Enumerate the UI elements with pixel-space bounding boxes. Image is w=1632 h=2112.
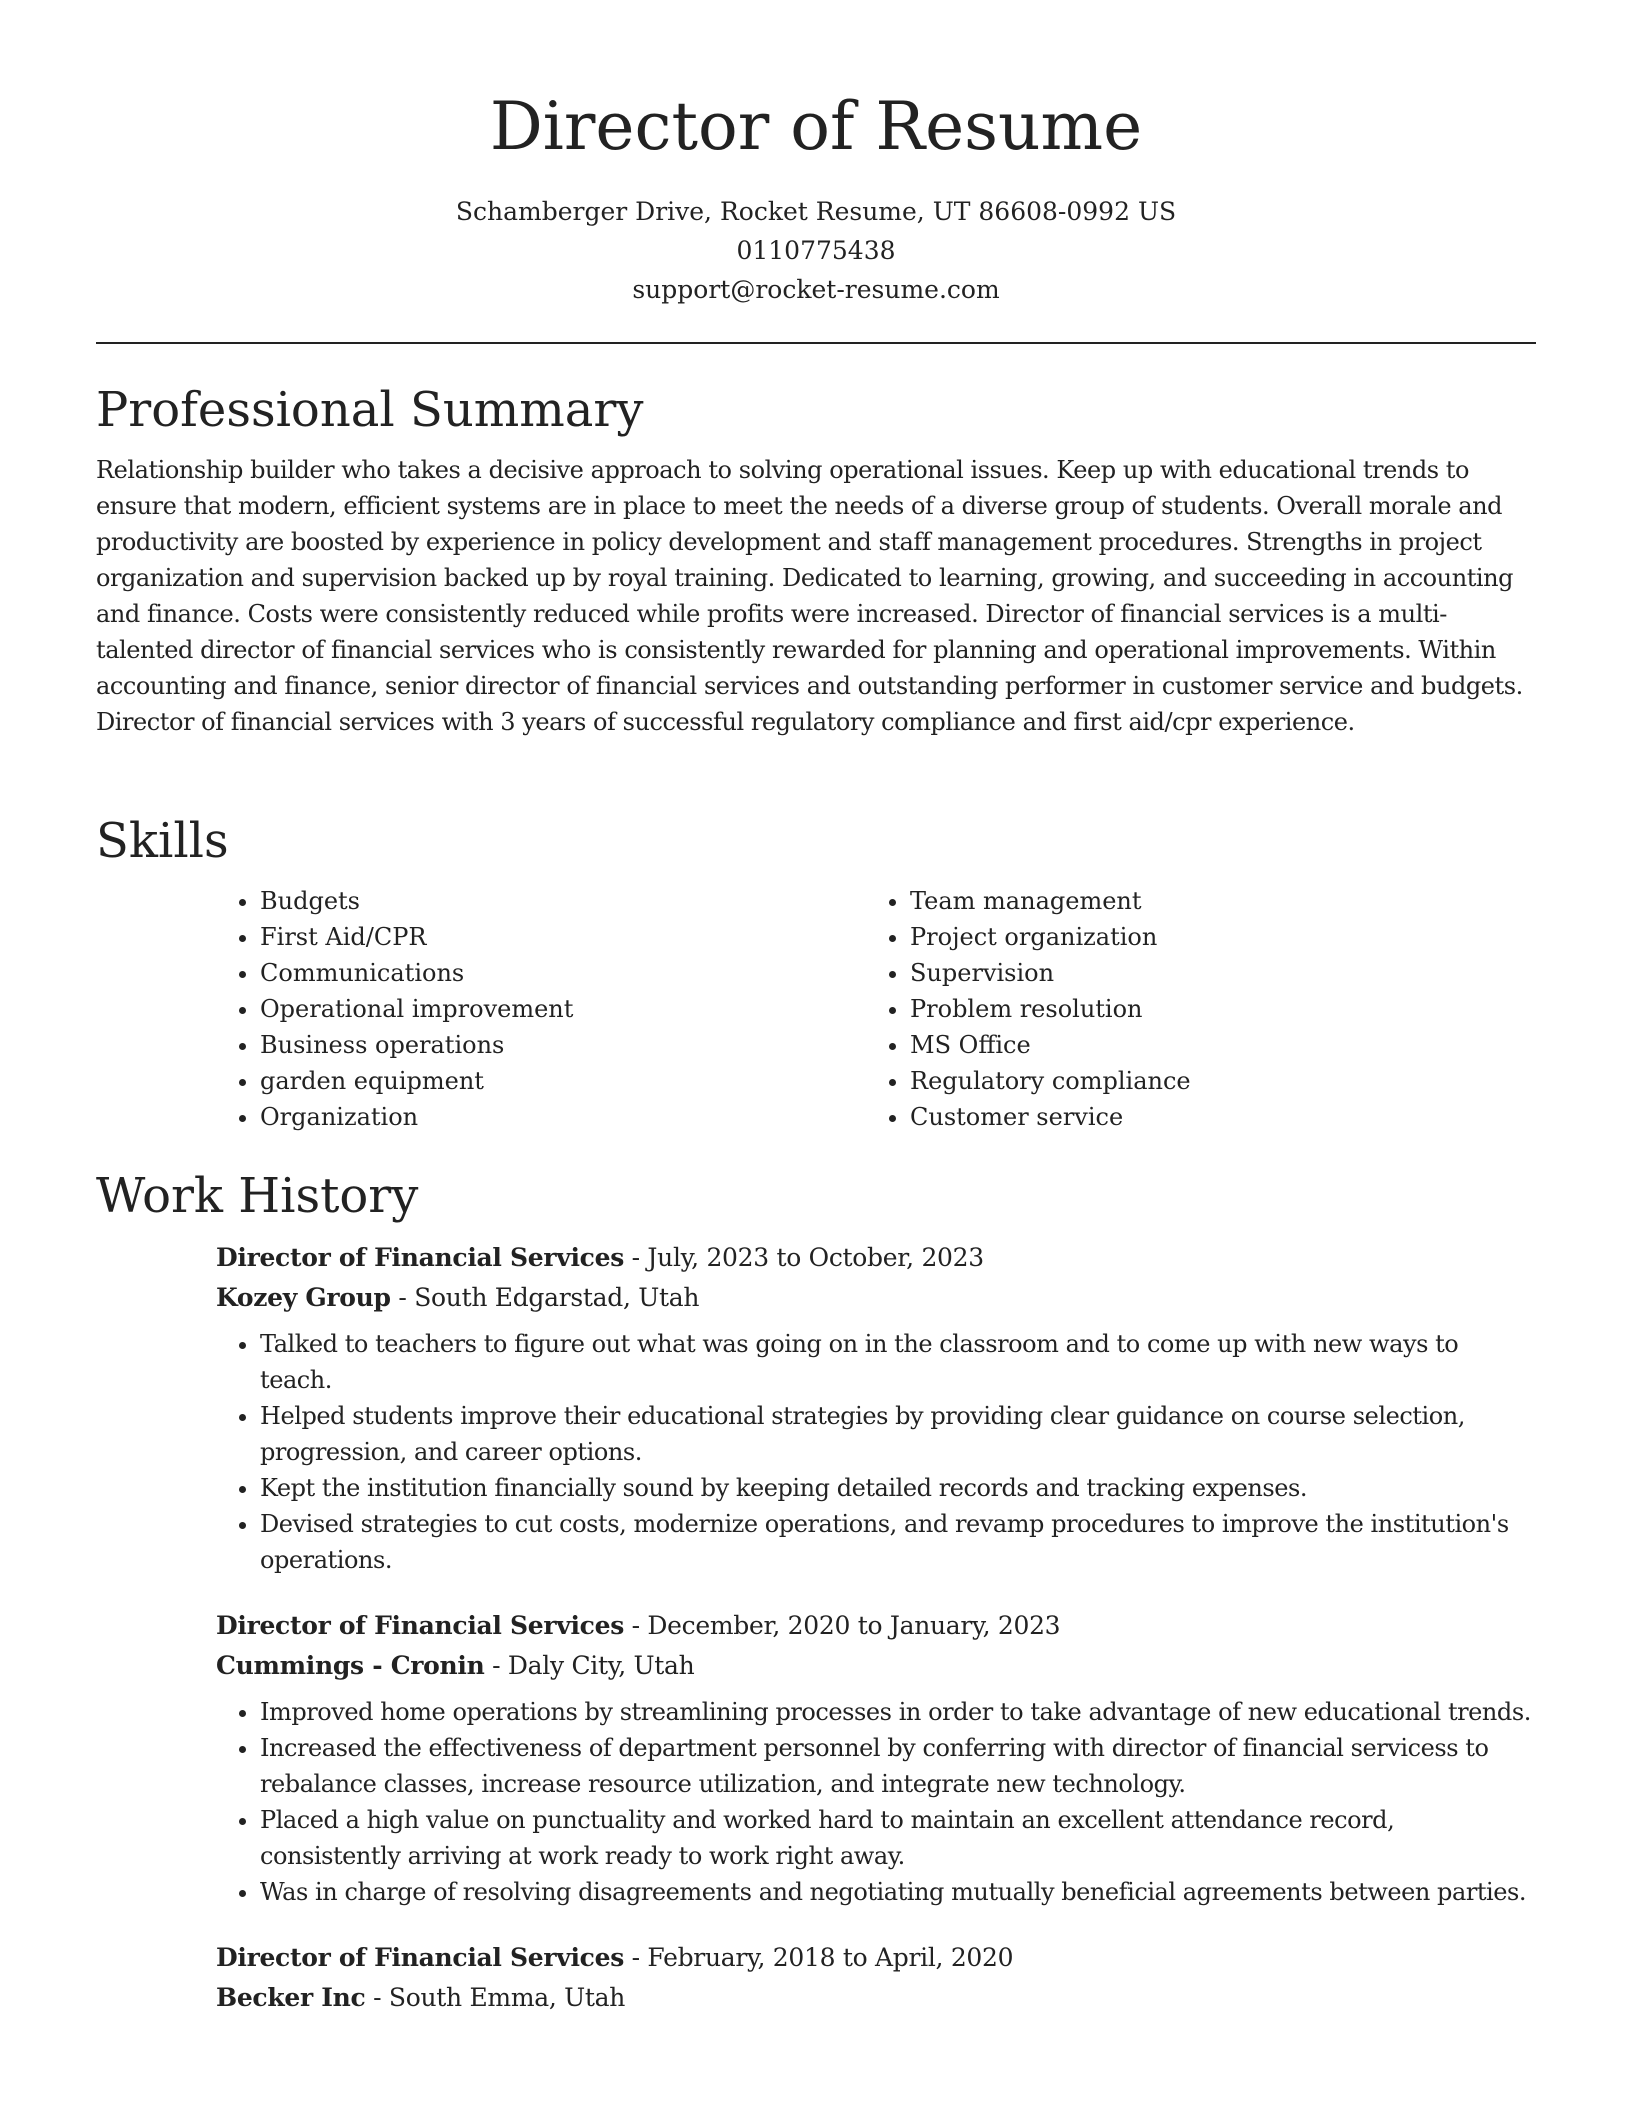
skill-item: • Supervision [910,955,1516,991]
skill-item: • First Aid/CPR [260,919,866,955]
contact-address: Schamberger Drive, Rocket Resume, UT 86608-0992 US [455,197,1177,226]
job-company-line [216,1278,1536,1318]
skill-item: • Organization [260,1099,866,1135]
job-bullet: • Improved home operations by streamlining processes in order to take advantage of new educational trends. [260,1694,1536,1730]
job-dates: - July, 2023 to October, 2023 [623,1243,984,1272]
contact-phone: 0110775438 [736,236,896,265]
skill-item: • Operational improvement [260,991,866,1027]
job-entry [216,1606,1536,1910]
job-bullets [216,1326,1536,1578]
job-title: Director of Financial Services [216,1943,624,1972]
job-title-line [216,1606,1536,1646]
skills-list-left [216,883,866,1135]
job-title-line [216,1238,1536,1278]
skill-item: • Customer service [910,1099,1516,1135]
job-bullet: • Increased the effectiveness of department personnel by conferring with director of financial servicess to rebalance classes, increase resource utilization, and integrate new technology. [260,1730,1536,1802]
candidate-name: Director of Resume [489,88,1143,165]
job-bullet: • Was in charge of resolving disagreements and negotiating mutually beneficial agreements between parties. [260,1874,1536,1910]
contact-email: support@rocket-resume.com [632,275,1000,304]
job-bullet: • Talked to teachers to figure out what was going on in the classroom and to come up with new ways to teach. [260,1326,1536,1398]
skill-item: • Communications [260,955,866,991]
job-location: - South Edgarstad, Utah [390,1283,700,1312]
header-divider [96,342,1536,344]
work-history-section [96,1166,1536,2018]
skill-item: • MS Office [910,1027,1516,1063]
skill-item: • Budgets [260,883,866,919]
job-location: - Daly City, Utah [484,1651,695,1680]
job-dates: - February, 2018 to April, 2020 [623,1943,1014,1972]
job-company: Kozey Group [216,1283,391,1312]
skills-list-right [866,883,1516,1135]
job-entry [216,1238,1536,1578]
job-entry [216,1938,1536,2018]
job-title-line [216,1938,1536,1978]
job-company-line [216,1978,1536,2018]
professional-summary-heading: Professional Summary [96,382,644,438]
job-dates: - December, 2020 to January, 2023 [623,1611,1061,1640]
skill-item: • Regulatory compliance [910,1063,1516,1099]
skills-section [96,811,1536,1135]
job-company: Becker Inc [216,1983,366,2012]
professional-summary-section [96,380,1536,740]
skills-columns [216,883,1536,1135]
skill-item: • garden equipment [260,1063,866,1099]
job-company: Cummings - Cronin [216,1651,485,1680]
resume-header [0,0,1632,309]
job-bullet: • Placed a high value on punctuality and worked hard to maintain an excellent attendance record, consistently arriving at work ready to work right away. [260,1802,1536,1874]
job-bullet: • Kept the institution financially sound by keeping detailed records and tracking expenses. [260,1470,1536,1506]
skill-item: • Project organization [910,919,1516,955]
job-title: Director of Financial Services [216,1243,624,1272]
job-bullet: • Devised strategies to cut costs, modernize operations, and revamp procedures to improve the institution's operations. [260,1506,1536,1578]
job-title: Director of Financial Services [216,1611,624,1640]
job-bullets [216,1694,1536,1910]
job-bullet: • Helped students improve their educational strategies by providing clear guidance on course selection, progression, and career options. [260,1398,1536,1470]
job-location: - South Emma, Utah [365,1983,626,2012]
skill-item: • Team management [910,883,1516,919]
job-company-line [216,1646,1536,1686]
skill-item: • Problem resolution [910,991,1516,1027]
skills-heading: Skills [96,813,229,869]
skill-item: • Business operations [260,1027,866,1063]
work-history-heading: Work History [96,1168,419,1224]
professional-summary-text: Relationship builder who takes a decisive approach to solving operational issues. Keep up with educational trends to ensure that modern, efficient systems are in place to meet the needs of a diverse group of students. Overall morale and productivity are boosted by experience in policy development and staff management procedures. Strengths in project organization and supervision backed up by royal training. Dedicated to learning, growing, and succeeding in accounting and finance. Costs were consistently reduced while profits were increased. Director of financial services is a multi-talented director of financial services who is consistently rewarded for planning and operational improvements. Within accounting and finance, senior director of financial services and outstanding performer in customer service and budgets. Director of financial services with 3 years of successful regulatory compliance and first aid/cpr experience. [96,456,1523,736]
